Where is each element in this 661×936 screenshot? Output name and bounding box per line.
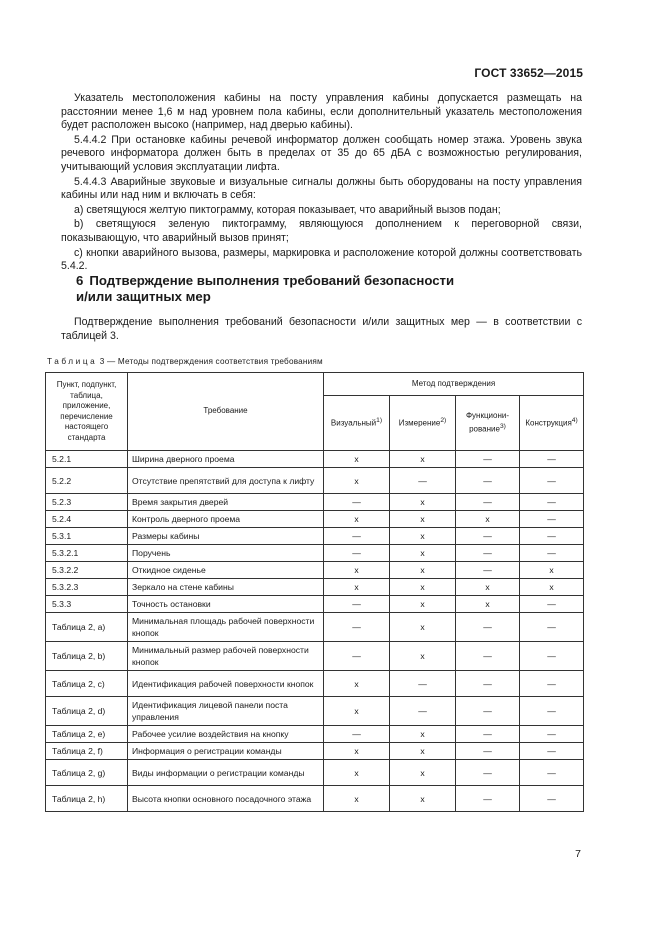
cell-requirement: Рабочее усилие воздействия на кнопку [128,726,324,743]
cell-function: — [456,468,520,494]
table-row [46,596,584,613]
cell-function: x [456,596,520,613]
cell-clause: Таблица 2, b) [46,642,128,671]
cell-requirement: Размеры кабины [128,528,324,545]
header-construction: Конструкция$^{4)}$ [520,396,584,451]
cell-clause: 5.2.1 [46,451,128,468]
cell-measure: x [390,760,456,786]
cell-visual: — [324,528,390,545]
table-row [46,726,584,743]
cell-measure: x [390,613,456,642]
list-item: b) светящуюся зеленую пиктограмму, являющуюся дополнением к переговорной связи, показывающую, что аварийный вызов принят; [61,218,582,244]
table-row [46,642,584,671]
cell-construction: — [520,743,584,760]
cell-visual: — [324,613,390,642]
section-title [61,273,576,305]
cell-clause: Таблица 2, d) [46,697,128,726]
cell-requirement: Точность остановки [128,596,324,613]
cell-function: — [456,697,520,726]
header-visual: Визуальный$^{1)}$ [324,396,390,451]
body-text [61,92,582,275]
table-row [46,545,584,562]
table-row [46,511,584,528]
cell-requirement: Идентификация лицевой панели поста управления [128,697,324,726]
cell-clause: 5.3.1 [46,528,128,545]
cell-visual: x [324,697,390,726]
cell-construction: — [520,786,584,812]
table-row [46,451,584,468]
cell-visual: — [324,642,390,671]
cell-clause: Таблица 2, c) [46,671,128,697]
cell-measure: x [390,511,456,528]
cell-function: — [456,562,520,579]
cell-visual: — [324,726,390,743]
table-caption-label: Таблица [47,357,98,366]
cell-visual: x [324,786,390,812]
cell-measure: x [390,642,456,671]
cell-requirement: Ширина дверного проема [128,451,324,468]
cell-construction: — [520,697,584,726]
cell-measure: x [390,596,456,613]
cell-construction: — [520,545,584,562]
cell-function: — [456,671,520,697]
cell-function: — [456,451,520,468]
cell-measure: x [390,494,456,511]
cell-function: — [456,494,520,511]
cell-construction: — [520,671,584,697]
cell-function: x [456,511,520,528]
page-number: 7 [575,848,581,860]
table-row [46,562,584,579]
table-row [46,786,584,812]
cell-construction: — [520,726,584,743]
cell-construction: x [520,562,584,579]
cell-requirement: Откидное сиденье [128,562,324,579]
cell-requirement: Виды информации о регистрации команды [128,760,324,786]
cell-construction: x [520,579,584,596]
cell-function: — [456,613,520,642]
cell-visual: — [324,596,390,613]
section-title-line2: и/или защитных мер [76,289,211,304]
cell-visual: x [324,562,390,579]
cell-requirement: Минимальная площадь рабочей поверхности кнопок [128,613,324,642]
cell-visual: x [324,451,390,468]
cell-construction: — [520,451,584,468]
cell-measure: x [390,726,456,743]
cell-function: — [456,760,520,786]
cell-measure: x [390,545,456,562]
paragraph: 5.4.4.3 Аварийные звуковые и визуальные сигналы должны быть оборудованы на посту управления кабины или над ним и включать в себя: [61,175,582,202]
cell-clause: 5.3.2.1 [46,545,128,562]
cell-measure: x [390,562,456,579]
table-caption [47,357,323,366]
header-requirement: Требование [128,373,324,451]
cell-requirement: Информация о регистрации команды [128,743,324,760]
table-row [46,743,584,760]
paragraph: 5.4.4.2 При остановке кабины речевой информатор должен сообщать номер этажа. Уровень звука речевого информатора должен быть в пределах от 35 до 65 дБА с возможностью регулирования, учитывающий условия эксплуатации лифта. [61,133,582,173]
cell-function: — [456,528,520,545]
cell-construction: — [520,528,584,545]
cell-clause: 5.3.3 [46,596,128,613]
cell-construction: — [520,760,584,786]
table-row [46,697,584,726]
header-clause: Пункт, подпункт, таблица, приложение, перечисление настоящего стандарта [46,373,128,451]
cell-requirement: Зеркало на стене кабины [128,579,324,596]
cell-requirement: Отсутствие препятствий для доступа к лифту [128,468,324,494]
cell-function: — [456,642,520,671]
cell-requirement: Минимальный размер рабочей поверхности кнопок [128,642,324,671]
paragraph: Указатель местоположения кабины на посту управления кабины допускается размещать на расстоянии менее 1,6 м над уровнем пола кабины, если дополнительный указатель местоположения будет расположен высоко (например, над дверью кабины). [61,92,582,132]
cell-requirement: Высота кнопки основного посадочного этажа [128,786,324,812]
cell-clause: 5.2.3 [46,494,128,511]
cell-construction: — [520,511,584,528]
cell-clause: Таблица 2, e) [46,726,128,743]
table-row [46,468,584,494]
cell-function: — [456,545,520,562]
cell-requirement: Контроль дверного проема [128,511,324,528]
list-item: c) кнопки аварийного вызова, размеры, маркировка и расположение которой должны соответствовать 5.4.2. [61,246,582,273]
header-measure: Измерение$^{2)}$ [390,396,456,451]
cell-measure: x [390,528,456,545]
section-paragraph: Подтверждение выполнения требований безопасности и/или защитных мер — в соответствии с таблицей 3. [61,316,582,342]
cell-construction: — [520,596,584,613]
cell-visual: x [324,671,390,697]
cell-visual: x [324,760,390,786]
cell-measure: x [390,743,456,760]
cell-requirement: Поручень [128,545,324,562]
cell-clause: 5.3.2.3 [46,579,128,596]
table-row [46,494,584,511]
table-caption-text: 3 — Методы подтверждения соответствия требованиям [99,357,323,366]
cell-clause: 5.2.2 [46,468,128,494]
table-row [46,579,584,596]
cell-visual: x [324,743,390,760]
cell-function: — [456,786,520,812]
cell-visual: x [324,511,390,528]
cell-measure: x [390,579,456,596]
table-row [46,671,584,697]
cell-visual: x [324,579,390,596]
cell-clause: Таблица 2, f) [46,743,128,760]
cell-clause: Таблица 2, h) [46,786,128,812]
cell-visual: — [324,545,390,562]
cell-measure: x [390,451,456,468]
cell-construction: — [520,642,584,671]
table-row [46,528,584,545]
requirements-table [45,372,584,812]
document-header: ГОСТ 33652—2015 [474,66,583,80]
header-function: Функциони-рование$^{3)}$ [456,396,520,451]
cell-requirement: Время закрытия дверей [128,494,324,511]
section-title-line1: Подтверждение выполнения требований безопасности [89,273,455,288]
cell-measure: — [390,697,456,726]
cell-clause: Таблица 2, g) [46,760,128,786]
section-number: 6 [76,273,84,288]
cell-function: — [456,726,520,743]
list-item: a) светящуюся желтую пиктограмму, которая показывает, что аварийный вызов подан; [74,203,501,216]
header-method-group: Метод подтверждения [324,373,584,396]
cell-measure: — [390,671,456,697]
cell-construction: — [520,613,584,642]
table-row [46,613,584,642]
cell-measure: — [390,468,456,494]
table-body [46,451,584,812]
cell-function: x [456,579,520,596]
cell-visual: — [324,494,390,511]
cell-clause: Таблица 2, a) [46,613,128,642]
cell-function: — [456,743,520,760]
cell-visual: x [324,468,390,494]
cell-construction: — [520,494,584,511]
cell-clause: 5.3.2.2 [46,562,128,579]
cell-construction: — [520,468,584,494]
table-row [46,760,584,786]
cell-requirement: Идентификация рабочей поверхности кнопок [128,671,324,697]
cell-clause: 5.2.4 [46,511,128,528]
cell-measure: x [390,786,456,812]
